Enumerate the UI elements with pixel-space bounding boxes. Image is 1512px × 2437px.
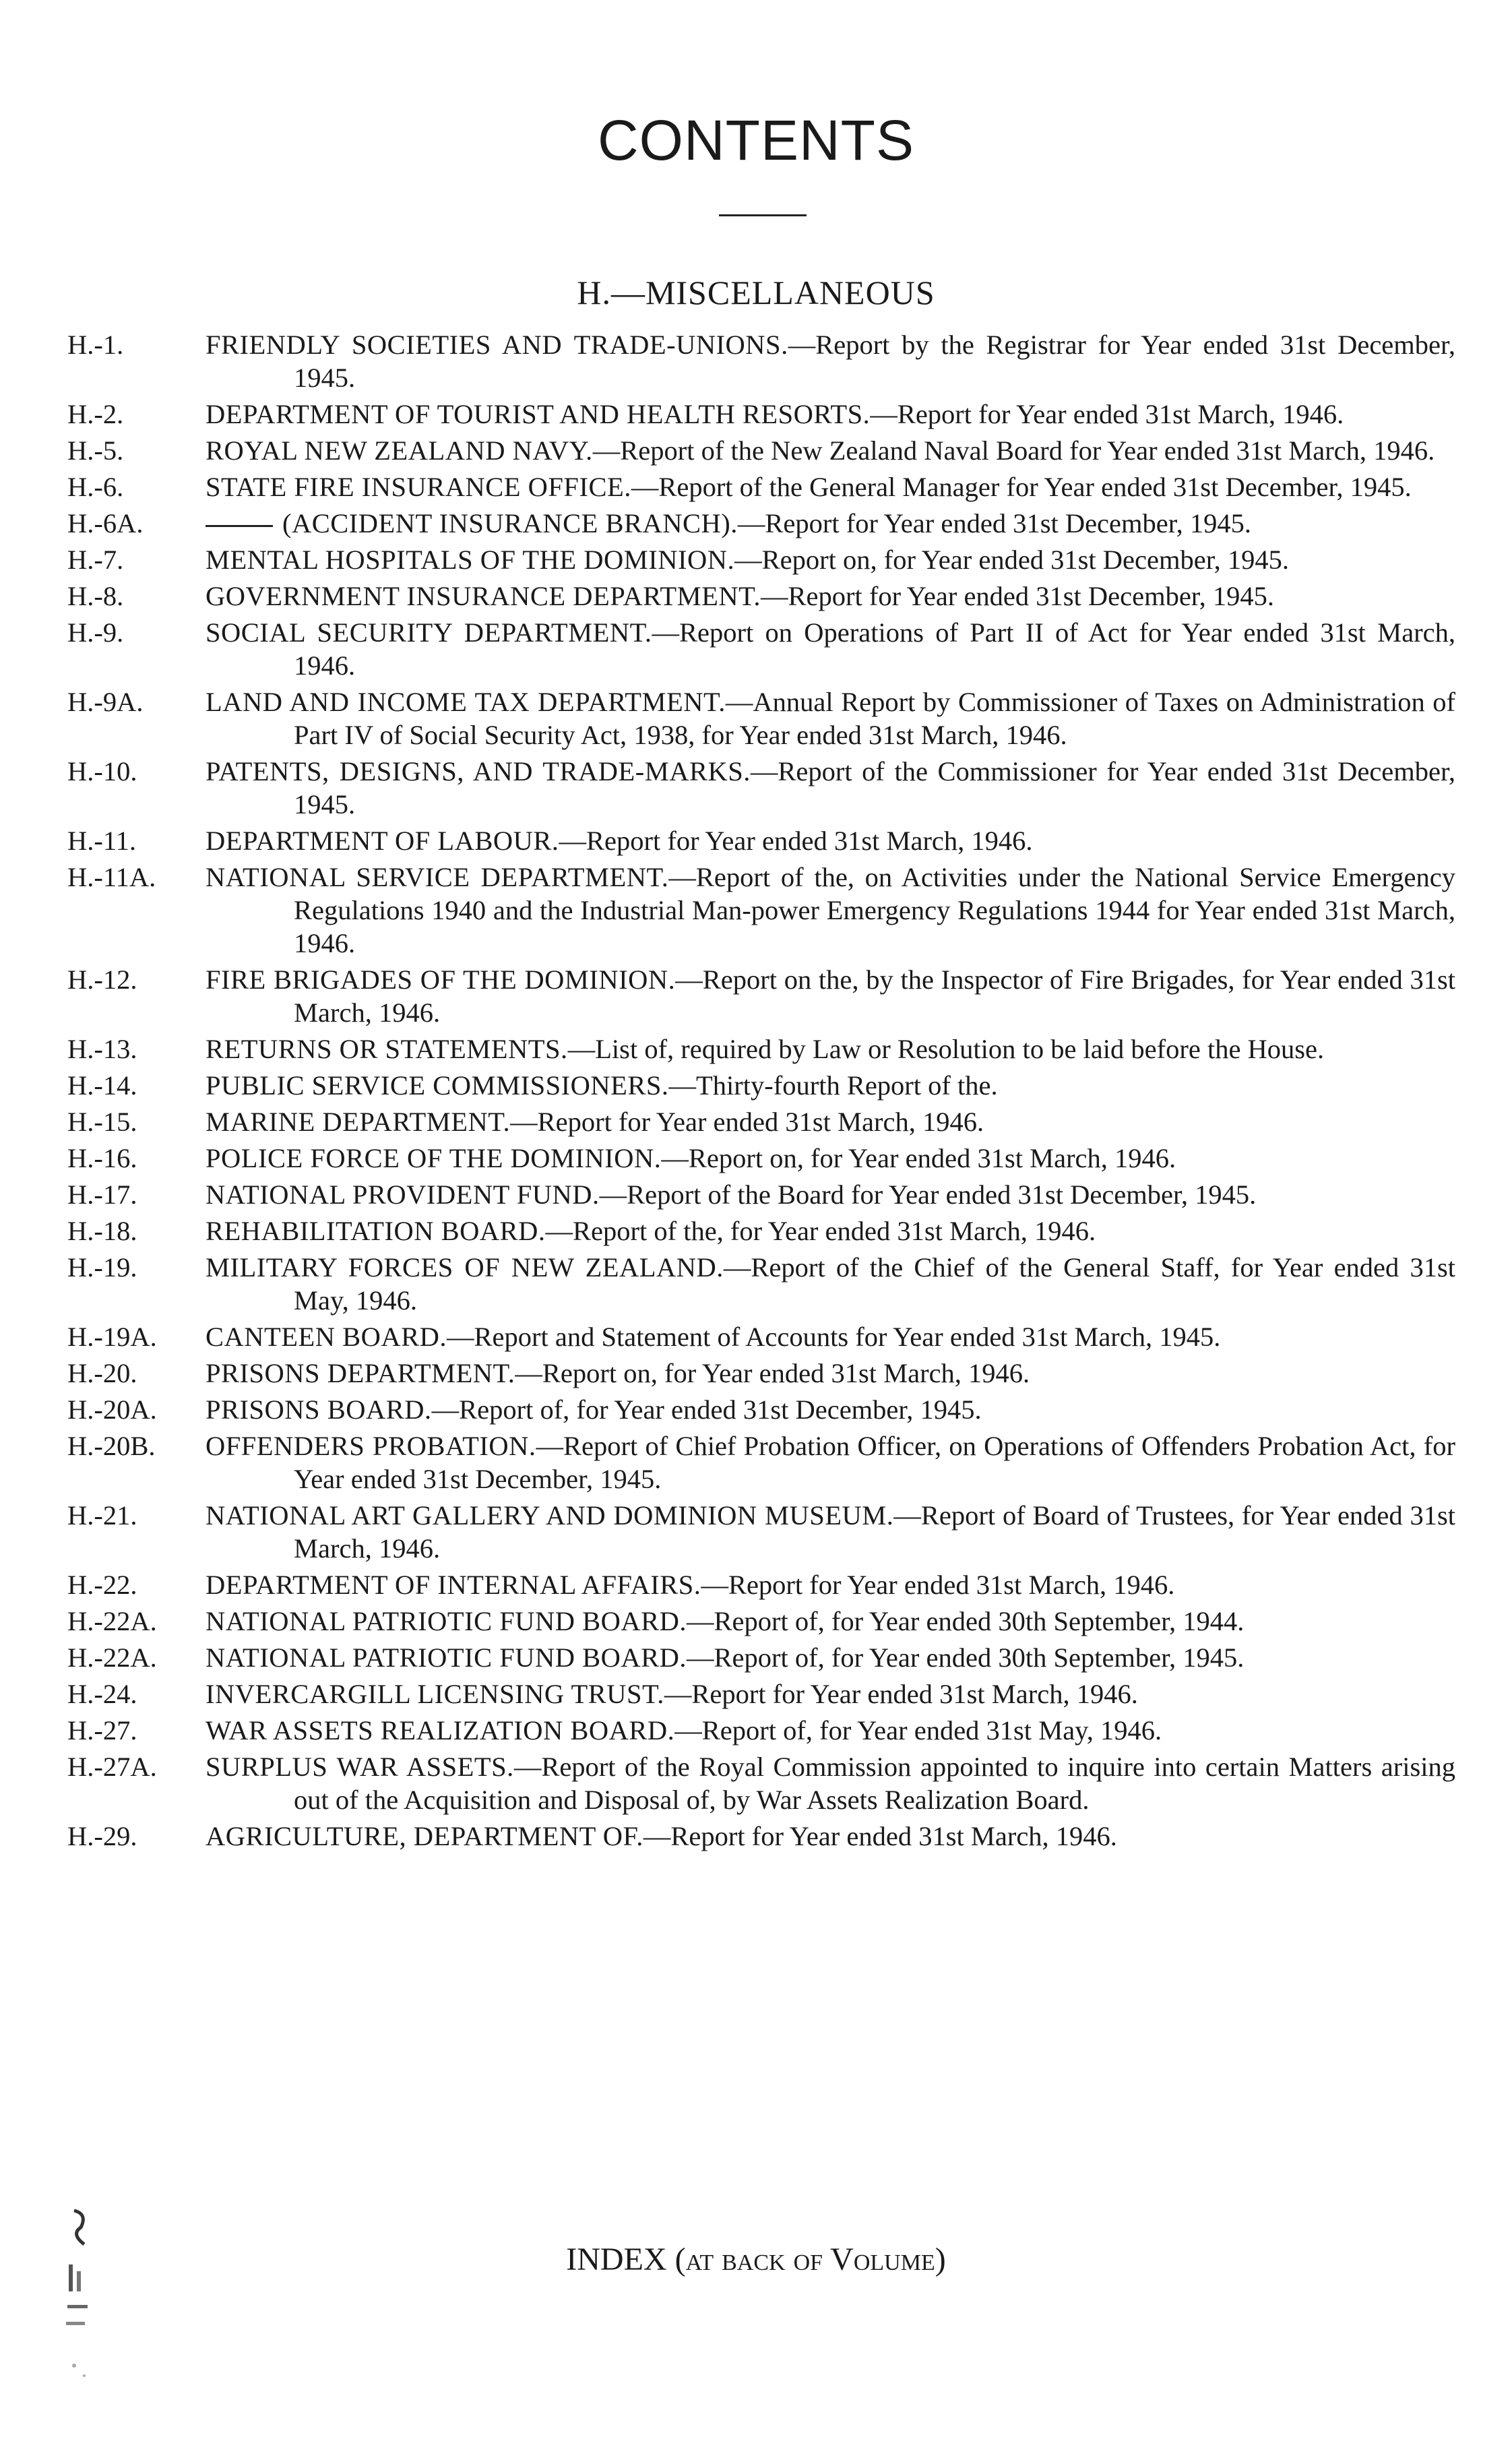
contents-entry	[67, 1677, 1455, 1710]
entry-heading: CANTEEN BOARD.	[206, 1322, 447, 1352]
contents-entry	[67, 1499, 1455, 1565]
entry-heading: STATE FIRE INSURANCE OFFICE.	[206, 472, 631, 502]
entry-code: H.-19.	[67, 1252, 137, 1283]
contents-entry	[67, 580, 1455, 613]
entry-description	[206, 755, 1455, 821]
entry-text: —Report of the Board for Year ended 31st December, 1945.	[599, 1179, 1257, 1210]
contents-entry	[67, 1105, 1455, 1138]
contents-entry	[67, 1142, 1455, 1175]
entry-heading: NATIONAL PROVIDENT FUND.	[206, 1179, 600, 1210]
entry-text: —Report of the Commissioner for Year ended 31st December, 1945.	[294, 756, 1455, 820]
entry-description	[206, 1641, 1455, 1674]
contents-entry	[67, 685, 1455, 751]
entry-text: —Report on, for Year ended 31st March, 1946.	[515, 1358, 1030, 1388]
entry-description	[206, 1214, 1455, 1247]
entry-code: H.-22A.	[67, 1606, 157, 1636]
page-title: CONTENTS	[598, 109, 914, 172]
entry-text: —Report of the New Zealand Naval Board for Year ended 31st March, 1946.	[592, 435, 1435, 466]
entry-text: —Report for Year ended 31st December, 1945.	[760, 581, 1275, 611]
entry-text: —Report for Year ended 31st March, 1946.	[664, 1679, 1138, 1709]
entry-heading: PUBLIC SERVICE COMMISSIONERS.	[206, 1070, 669, 1101]
contents-entry	[67, 434, 1455, 467]
entry-description	[206, 398, 1455, 431]
contents-entry	[67, 1032, 1455, 1066]
entry-code: H.-11A.	[67, 862, 156, 892]
entry-description	[206, 543, 1455, 576]
entry-text: —Report on the, by the Inspector of Fire Brigades, for Year ended 31st March, 1946.	[294, 964, 1455, 1028]
contents-entry	[67, 543, 1455, 576]
entry-description	[206, 1750, 1455, 1816]
entry-code: H.-15.	[67, 1107, 137, 1137]
entry-description	[206, 1105, 1455, 1138]
contents-entry	[67, 1714, 1455, 1747]
entry-heading: RETURNS OR STATEMENTS.	[206, 1034, 568, 1064]
entry-heading: GOVERNMENT INSURANCE DEPARTMENT.	[206, 581, 761, 611]
entry-code: H.-6.	[67, 472, 124, 502]
entry-code: H.-7.	[67, 545, 124, 575]
contents-entry	[67, 755, 1455, 821]
entry-heading: PATENTS, DESIGNS, AND TRADE-MARKS.	[206, 756, 751, 786]
entry-description	[206, 580, 1455, 613]
entry-text: —Report of, for Year ended 30th September, 1945.	[687, 1642, 1245, 1673]
entry-code: H.-27.	[67, 1715, 137, 1746]
entry-heading: DEPARTMENT OF TOURIST AND HEALTH RESORTS.	[206, 399, 871, 429]
entry-code: H.-5.	[67, 435, 124, 466]
entry-code: H.-20.	[67, 1358, 137, 1388]
entry-description	[206, 434, 1455, 467]
entry-heading: (ACCIDENT INSURANCE BRANCH).	[282, 508, 738, 538]
entry-text: —Report of the, for Year ended 31st March, 1946.	[545, 1216, 1096, 1246]
contents-entry	[67, 507, 1455, 540]
entry-description	[206, 1178, 1455, 1211]
entry-text: —Report on Operations of Part II of Act for Year ended 31st March, 1946.	[294, 617, 1456, 681]
entry-text: —Report on, for Year ended 31st March, 1946.	[661, 1143, 1176, 1173]
entry-heading: INVERCARGILL LICENSING TRUST.	[206, 1679, 664, 1709]
entry-description	[206, 616, 1455, 682]
entry-text: —Report of, for Year ended 31st December, 1945.	[431, 1394, 982, 1425]
entry-heading: FIRE BRIGADES OF THE DOMINION.	[206, 964, 676, 995]
contents-entry	[67, 1750, 1455, 1816]
entry-description	[206, 685, 1455, 751]
index-note	[0, 2241, 1512, 2278]
entry-code: H.-14.	[67, 1070, 137, 1101]
index-label: INDEX	[566, 2242, 667, 2277]
entry-heading: ROYAL NEW ZEALAND NAVY.	[206, 435, 593, 466]
entry-heading: DEPARTMENT OF INTERNAL AFFAIRS.	[206, 1570, 701, 1600]
contents-entry	[67, 1393, 1455, 1426]
entry-code: H.-10.	[67, 756, 137, 786]
entry-heading: DEPARTMENT OF LABOUR.	[206, 826, 559, 856]
entry-heading: LAND AND INCOME TAX DEPARTMENT.	[206, 687, 726, 717]
entry-heading: NATIONAL PATRIOTIC FUND BOARD.	[206, 1642, 687, 1673]
entry-text: —Report for Year ended 31st March, 1946.	[510, 1107, 984, 1137]
entry-description	[206, 1357, 1455, 1390]
contents-entry	[67, 1641, 1455, 1674]
entry-description	[206, 1714, 1455, 1747]
contents-entry	[67, 861, 1455, 960]
entry-description	[206, 1320, 1455, 1353]
entry-description	[206, 328, 1455, 394]
entry-text: —Report for Year ended 31st March, 1946.	[701, 1570, 1175, 1600]
entry-description	[206, 824, 1455, 857]
entry-description	[206, 1677, 1455, 1710]
entry-code: H.-22A.	[67, 1642, 157, 1673]
entry-code: H.-20B.	[67, 1431, 156, 1461]
entry-heading: WAR ASSETS REALIZATION BOARD.	[206, 1715, 675, 1746]
entry-text: —Report of the Chief of the General Staff, for Year ended 31st May, 1946.	[294, 1252, 1455, 1316]
entry-text: —Report of, for Year ended 31st May, 1946.	[674, 1715, 1162, 1746]
contents-entry	[67, 398, 1455, 431]
entry-code: H.-1.	[67, 330, 124, 360]
section-heading: H.—MISCELLANEOUS	[577, 274, 935, 311]
entry-text: —Report on, for Year ended 31st December, 1945.	[734, 545, 1289, 575]
entry-text: —Report by the Registrar for Year ended 31st December, 1945.	[294, 330, 1455, 393]
contents-entry	[67, 1820, 1455, 1853]
entry-text: —Thirty-fourth Report of the.	[668, 1070, 998, 1101]
entry-text: —Report for Year ended 31st December, 1945.	[737, 508, 1251, 538]
entry-code: H.-21.	[67, 1500, 137, 1531]
contents-entry	[67, 1178, 1455, 1211]
entry-description	[206, 1069, 1455, 1102]
entry-heading: FRIENDLY SOCIETIES AND TRADE-UNIONS.	[206, 330, 788, 360]
entry-code: H.-6A.	[67, 508, 144, 538]
entry-code: H.-2.	[67, 399, 124, 429]
contents-entry	[67, 1251, 1455, 1317]
entry-code: H.-13.	[67, 1034, 137, 1064]
contents-entry	[67, 1069, 1455, 1102]
entry-description	[206, 1142, 1455, 1175]
entry-text: —Report of Chief Probation Officer, on Operations of Offenders Probation Act, for Year ended 31st December, 1945.	[294, 1431, 1456, 1494]
contents-entry	[67, 328, 1455, 394]
contents-entry	[67, 470, 1455, 503]
entry-text: —Report and Statement of Accounts for Year ended 31st March, 1945.	[447, 1322, 1221, 1352]
entry-code: H.-11.	[67, 826, 136, 856]
entry-code: H.-22.	[67, 1570, 137, 1600]
contents-entry	[67, 1605, 1455, 1638]
entry-text: —Report of Board of Trustees, for Year ended 31st March, 1946.	[294, 1500, 1456, 1564]
contents-entry	[67, 1320, 1455, 1353]
entry-heading: MILITARY FORCES OF NEW ZEALAND.	[206, 1252, 724, 1283]
contents-entry	[67, 1357, 1455, 1390]
entry-code: H.-29.	[67, 1821, 137, 1851]
entry-description	[206, 1032, 1455, 1066]
entry-description	[206, 1393, 1455, 1426]
ditto-rule	[206, 525, 273, 527]
entry-heading: REHABILITATION BOARD.	[206, 1216, 546, 1246]
entry-text: —Report of the Royal Commission appointed to inquire into certain Matters arising out of the Acquisition and Disposal of, by War Assets Realization Board.	[294, 1752, 1455, 1815]
entry-text: —Report for Year ended 31st March, 1946.	[643, 1821, 1117, 1851]
entry-description	[206, 1251, 1455, 1317]
title-rule	[719, 214, 807, 216]
entry-code: H.-24.	[67, 1679, 137, 1709]
contents-entry	[67, 963, 1455, 1029]
contents-entry	[67, 1568, 1455, 1601]
entry-description	[206, 1820, 1455, 1853]
entry-code: H.-19A.	[67, 1322, 157, 1352]
entry-text: —Report for Year ended 31st March, 1946.	[559, 826, 1033, 856]
entry-heading: MARINE DEPARTMENT.	[206, 1107, 511, 1137]
entry-description	[206, 1429, 1455, 1495]
entry-text: —Report of the, on Activities under the National Service Emergency Regulations 1940 and the Industrial Man-power Emergency Regulations 1944 for Year ended 31st March, 1946.	[294, 862, 1455, 958]
entry-heading: OFFENDERS PROBATION.	[206, 1431, 536, 1461]
entry-code: H.-20A.	[67, 1394, 157, 1425]
contents-entry	[67, 1214, 1455, 1247]
entry-heading: POLICE FORCE OF THE DOMINION.	[206, 1143, 662, 1173]
entry-description	[206, 963, 1455, 1029]
entry-code: H.-9A.	[67, 687, 144, 717]
entry-text: —Report of, for Year ended 30th September, 1944.	[687, 1606, 1245, 1636]
entry-description	[206, 1568, 1455, 1601]
entry-heading: SOCIAL SECURITY DEPARTMENT.	[206, 617, 652, 648]
entry-code: H.-8.	[67, 581, 124, 611]
entry-code: H.-12.	[67, 964, 137, 995]
entry-code: H.-16.	[67, 1143, 137, 1173]
entry-description	[206, 470, 1455, 503]
index-location: (at back of Volume)	[674, 2242, 946, 2277]
entry-description	[206, 1499, 1455, 1565]
entry-heading: NATIONAL PATRIOTIC FUND BOARD.	[206, 1606, 687, 1636]
contents-list	[67, 328, 1455, 1856]
entry-text: —List of, required by Law or Resolution to be laid before the House.	[567, 1034, 1325, 1064]
entry-heading: PRISONS BOARD.	[206, 1394, 432, 1425]
contents-entry	[67, 616, 1455, 682]
entry-heading: NATIONAL ART GALLERY AND DOMINION MUSEUM.	[206, 1500, 894, 1531]
entry-heading: PRISONS DEPARTMENT.	[206, 1358, 515, 1388]
entry-code: H.-9.	[67, 617, 124, 648]
entry-heading: SURPLUS WAR ASSETS.	[206, 1752, 514, 1782]
entry-text: —Report of the General Manager for Year ended 31st December, 1945.	[631, 472, 1412, 502]
entry-heading: NATIONAL SERVICE DEPARTMENT.	[206, 862, 669, 892]
entry-text: —Report for Year ended 31st March, 1946.	[870, 399, 1344, 429]
entry-description	[206, 507, 1455, 540]
entry-heading: AGRICULTURE, DEPARTMENT OF.	[206, 1821, 643, 1851]
margin-marks-image	[54, 2204, 128, 2406]
contents-entry	[67, 1429, 1455, 1495]
entry-description	[206, 861, 1455, 960]
entry-code: H.-18.	[67, 1216, 137, 1246]
entry-heading: MENTAL HOSPITALS OF THE DOMINION.	[206, 545, 735, 575]
entry-code: H.-27A.	[67, 1752, 157, 1782]
entry-description	[206, 1605, 1455, 1638]
contents-entry	[67, 824, 1455, 857]
entry-code: H.-17.	[67, 1179, 137, 1210]
entry-text: —Annual Report by Commissioner of Taxes on Administration of Part IV of Social Security Act, 1938, for Year ended 31st March, 1946.	[294, 687, 1456, 750]
